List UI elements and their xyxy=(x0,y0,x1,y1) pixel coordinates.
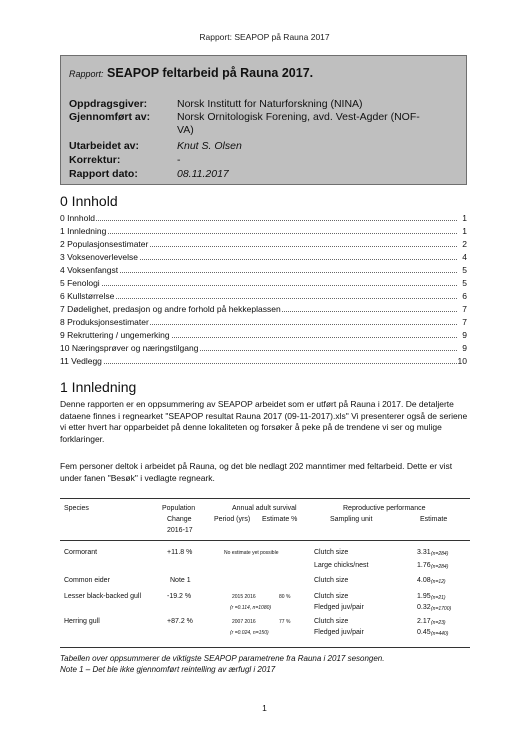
proofreading-value: - xyxy=(177,154,181,166)
table-row-unit: Clutch size xyxy=(314,618,349,625)
commissioner-label: Oppdragsgiver: xyxy=(69,98,148,110)
toc-item-page: 1 xyxy=(462,213,467,223)
table-row-species: Herring gull xyxy=(64,618,100,625)
report-title xyxy=(69,66,313,80)
page-header: Rapport: SEAPOP på Rauna 2017 xyxy=(199,32,330,42)
table-row-unit: Clutch size xyxy=(314,549,349,556)
toc-item[interactable] xyxy=(60,290,467,302)
toc-item[interactable] xyxy=(60,251,467,263)
toc-item-label: 10 Næringsprøver og næringstilgang xyxy=(60,343,199,353)
toc-item[interactable] xyxy=(60,277,467,289)
table-row-value: 0.45 xyxy=(417,629,431,636)
report-date-label: Rapport dato: xyxy=(69,168,138,180)
toc-item-label: 1 Innledning xyxy=(60,226,107,236)
table-row-change: -19.2 % xyxy=(167,593,192,600)
toc-item-page: 5 xyxy=(462,265,467,275)
table-row-unit: Clutch size xyxy=(314,577,349,584)
toc-item[interactable] xyxy=(60,225,467,237)
table-row-change: +87.2 % xyxy=(167,618,193,625)
col-repro-header: Reproductive performance xyxy=(343,505,426,512)
toc-item[interactable] xyxy=(60,355,467,367)
table-row-n: (n=23) xyxy=(431,620,446,626)
table-caption: Tabellen over oppsummerer de viktigste SEAPOP parametrene fra Rauna i 2017 sesongen. xyxy=(60,654,385,663)
table-row-change: +11.8 % xyxy=(167,549,193,556)
table-row-value: 3.31 xyxy=(417,549,431,556)
commissioner-value: Norsk Institutt for Naturforskning (NINA) xyxy=(177,98,363,110)
toc-item[interactable] xyxy=(60,303,467,315)
col-change-header: Change xyxy=(167,516,192,523)
table-row-species: Cormorant xyxy=(64,549,98,556)
toc-item-page: 10 xyxy=(457,356,467,366)
toc-item-label: 0 Innhold xyxy=(60,213,95,223)
proofreading-label: Korrektur: xyxy=(69,154,121,166)
col-population-header: Population xyxy=(162,505,196,512)
col-period-header: Period (yrs) xyxy=(214,516,251,523)
report-title-prefix: Rapport: xyxy=(69,69,104,79)
toc-item-label: 4 Voksenfangst xyxy=(60,265,119,275)
table-row-unit: Fledged juv/pair xyxy=(314,629,364,636)
report-title-text: SEAPOP feltarbeid på Rauna 2017. xyxy=(107,66,314,80)
table-row-sample: (r =0.024, n=150) xyxy=(230,630,269,636)
toc-item[interactable] xyxy=(60,238,467,250)
report-info-box xyxy=(60,55,467,185)
intro-heading: 1 Innledning xyxy=(60,379,137,395)
col-sampling-header: Sampling unit xyxy=(330,516,373,523)
table-row-survival-note: No estimate yet possible xyxy=(224,550,279,556)
table-row-period: 2015 2016 xyxy=(232,594,256,600)
intro-paragraph-1: Denne rapporten er en oppsummering av SEAPOP arbeidet som er utført på Rauna i 2017. De detaljerte dataene finnes i regnearket "SEAPOP resultat Rauna 2017 (09-11-2017).xls" Vi presenterer også de seriene vi etter hvert har opparbeidet på denne lokaliteten og forsøker å peke på de trendene vi ser og mulige forklaringer. xyxy=(60,399,468,444)
performed-by-value: Norsk Ornitologisk Forening, avd. Vest-Agder (NOF-VA) xyxy=(177,111,420,136)
toc-item-page: 6 xyxy=(462,291,467,301)
table-row-unit: Fledged juv/pair xyxy=(314,604,364,611)
table-row-value: 2.17 xyxy=(417,618,431,625)
col-survival-header: Annual adult survival xyxy=(232,505,297,512)
table-row-n: (n=21) xyxy=(431,595,446,601)
table-note: Note 1 – Det ble ikke gjennomført reintelling av ærfugl i 2017 xyxy=(60,665,276,674)
toc-item-page: 4 xyxy=(462,252,467,262)
table-row-unit: Large chicks/nest xyxy=(314,562,369,569)
author-label: Utarbeidet av: xyxy=(69,140,140,152)
intro-paragraph-2: Fem personer deltok i arbeidet på Rauna, og det ble nedlagt 202 manntimer med feltarbeid. Dette er vist under fanen "Besøk" i vedlagte regneark. xyxy=(60,461,453,483)
toc-item-label: 5 Fenologi xyxy=(60,278,100,288)
toc-item[interactable] xyxy=(60,342,467,354)
table-row-species: Lesser black-backed gull xyxy=(64,593,142,600)
table-header-rule xyxy=(60,540,470,541)
toc-item-page: 5 xyxy=(462,278,467,288)
toc-item-label: 2 Populasjonsestimater xyxy=(60,239,149,249)
table-row-n: (n=284) xyxy=(431,564,449,570)
table-row-change: Note 1 xyxy=(170,577,191,584)
table-row-estimate-pct: 77 % xyxy=(279,619,291,625)
col-years-header: 2016-17 xyxy=(167,527,193,534)
table-row-value: 0.32 xyxy=(417,604,431,611)
report-date-value: 08.11.2017 xyxy=(177,168,229,180)
table-row-value: 1.95 xyxy=(417,593,431,600)
table-row-species: Common eider xyxy=(64,577,110,584)
toc-item-page: 7 xyxy=(462,317,467,327)
table-row-n: (n=284) xyxy=(431,551,449,557)
toc-item-page: 7 xyxy=(462,304,467,314)
table-row-unit: Clutch size xyxy=(314,593,349,600)
page-number: 1 xyxy=(262,703,267,713)
toc-item[interactable] xyxy=(60,329,467,341)
performed-by-label: Gjennomført av: xyxy=(69,111,151,123)
toc-item[interactable] xyxy=(60,316,467,328)
toc-item-label: 11 Vedlegg xyxy=(60,356,102,366)
toc-item-page: 9 xyxy=(462,330,467,340)
table-row-n: (n=12) xyxy=(431,579,446,585)
table-row-period: 2007 2016 xyxy=(232,619,256,625)
toc-heading: 0 Innhold xyxy=(60,193,118,209)
toc-item-label: 3 Voksenoverlevelse xyxy=(60,252,138,262)
toc-item-label: 9 Rekruttering / ungemerking xyxy=(60,330,170,340)
toc-item-label: 6 Kullstørrelse xyxy=(60,291,115,301)
toc-item-label: 8 Produksjonsestimater xyxy=(60,317,149,327)
table-row-estimate-pct: 80 % xyxy=(279,594,291,600)
toc-item-page: 2 xyxy=(462,239,467,249)
table-row-value: 4.08 xyxy=(417,577,431,584)
toc-item-label: 7 Dødelighet, predasjon og andre forhold på hekkeplassen xyxy=(60,304,281,314)
toc-item[interactable] xyxy=(60,264,467,276)
table-row-n: (n=1700) xyxy=(431,606,452,612)
table-top-rule xyxy=(60,498,470,499)
toc-item-page: 9 xyxy=(462,343,467,353)
table-row-value: 1.76 xyxy=(417,562,431,569)
author-value: Knut S. Olsen xyxy=(177,140,242,152)
table-row-n: (n=440) xyxy=(431,631,449,637)
table-bottom-rule xyxy=(60,647,470,648)
toc-item-page: 1 xyxy=(462,226,467,236)
col-estimate-pct-header: Estimate % xyxy=(262,516,298,523)
col-estimate-header: Estimate xyxy=(420,516,448,523)
table-row-sample: (r =0.114, n=1080) xyxy=(230,605,272,611)
col-species-header: Species xyxy=(64,505,89,512)
toc-item[interactable] xyxy=(60,212,467,224)
